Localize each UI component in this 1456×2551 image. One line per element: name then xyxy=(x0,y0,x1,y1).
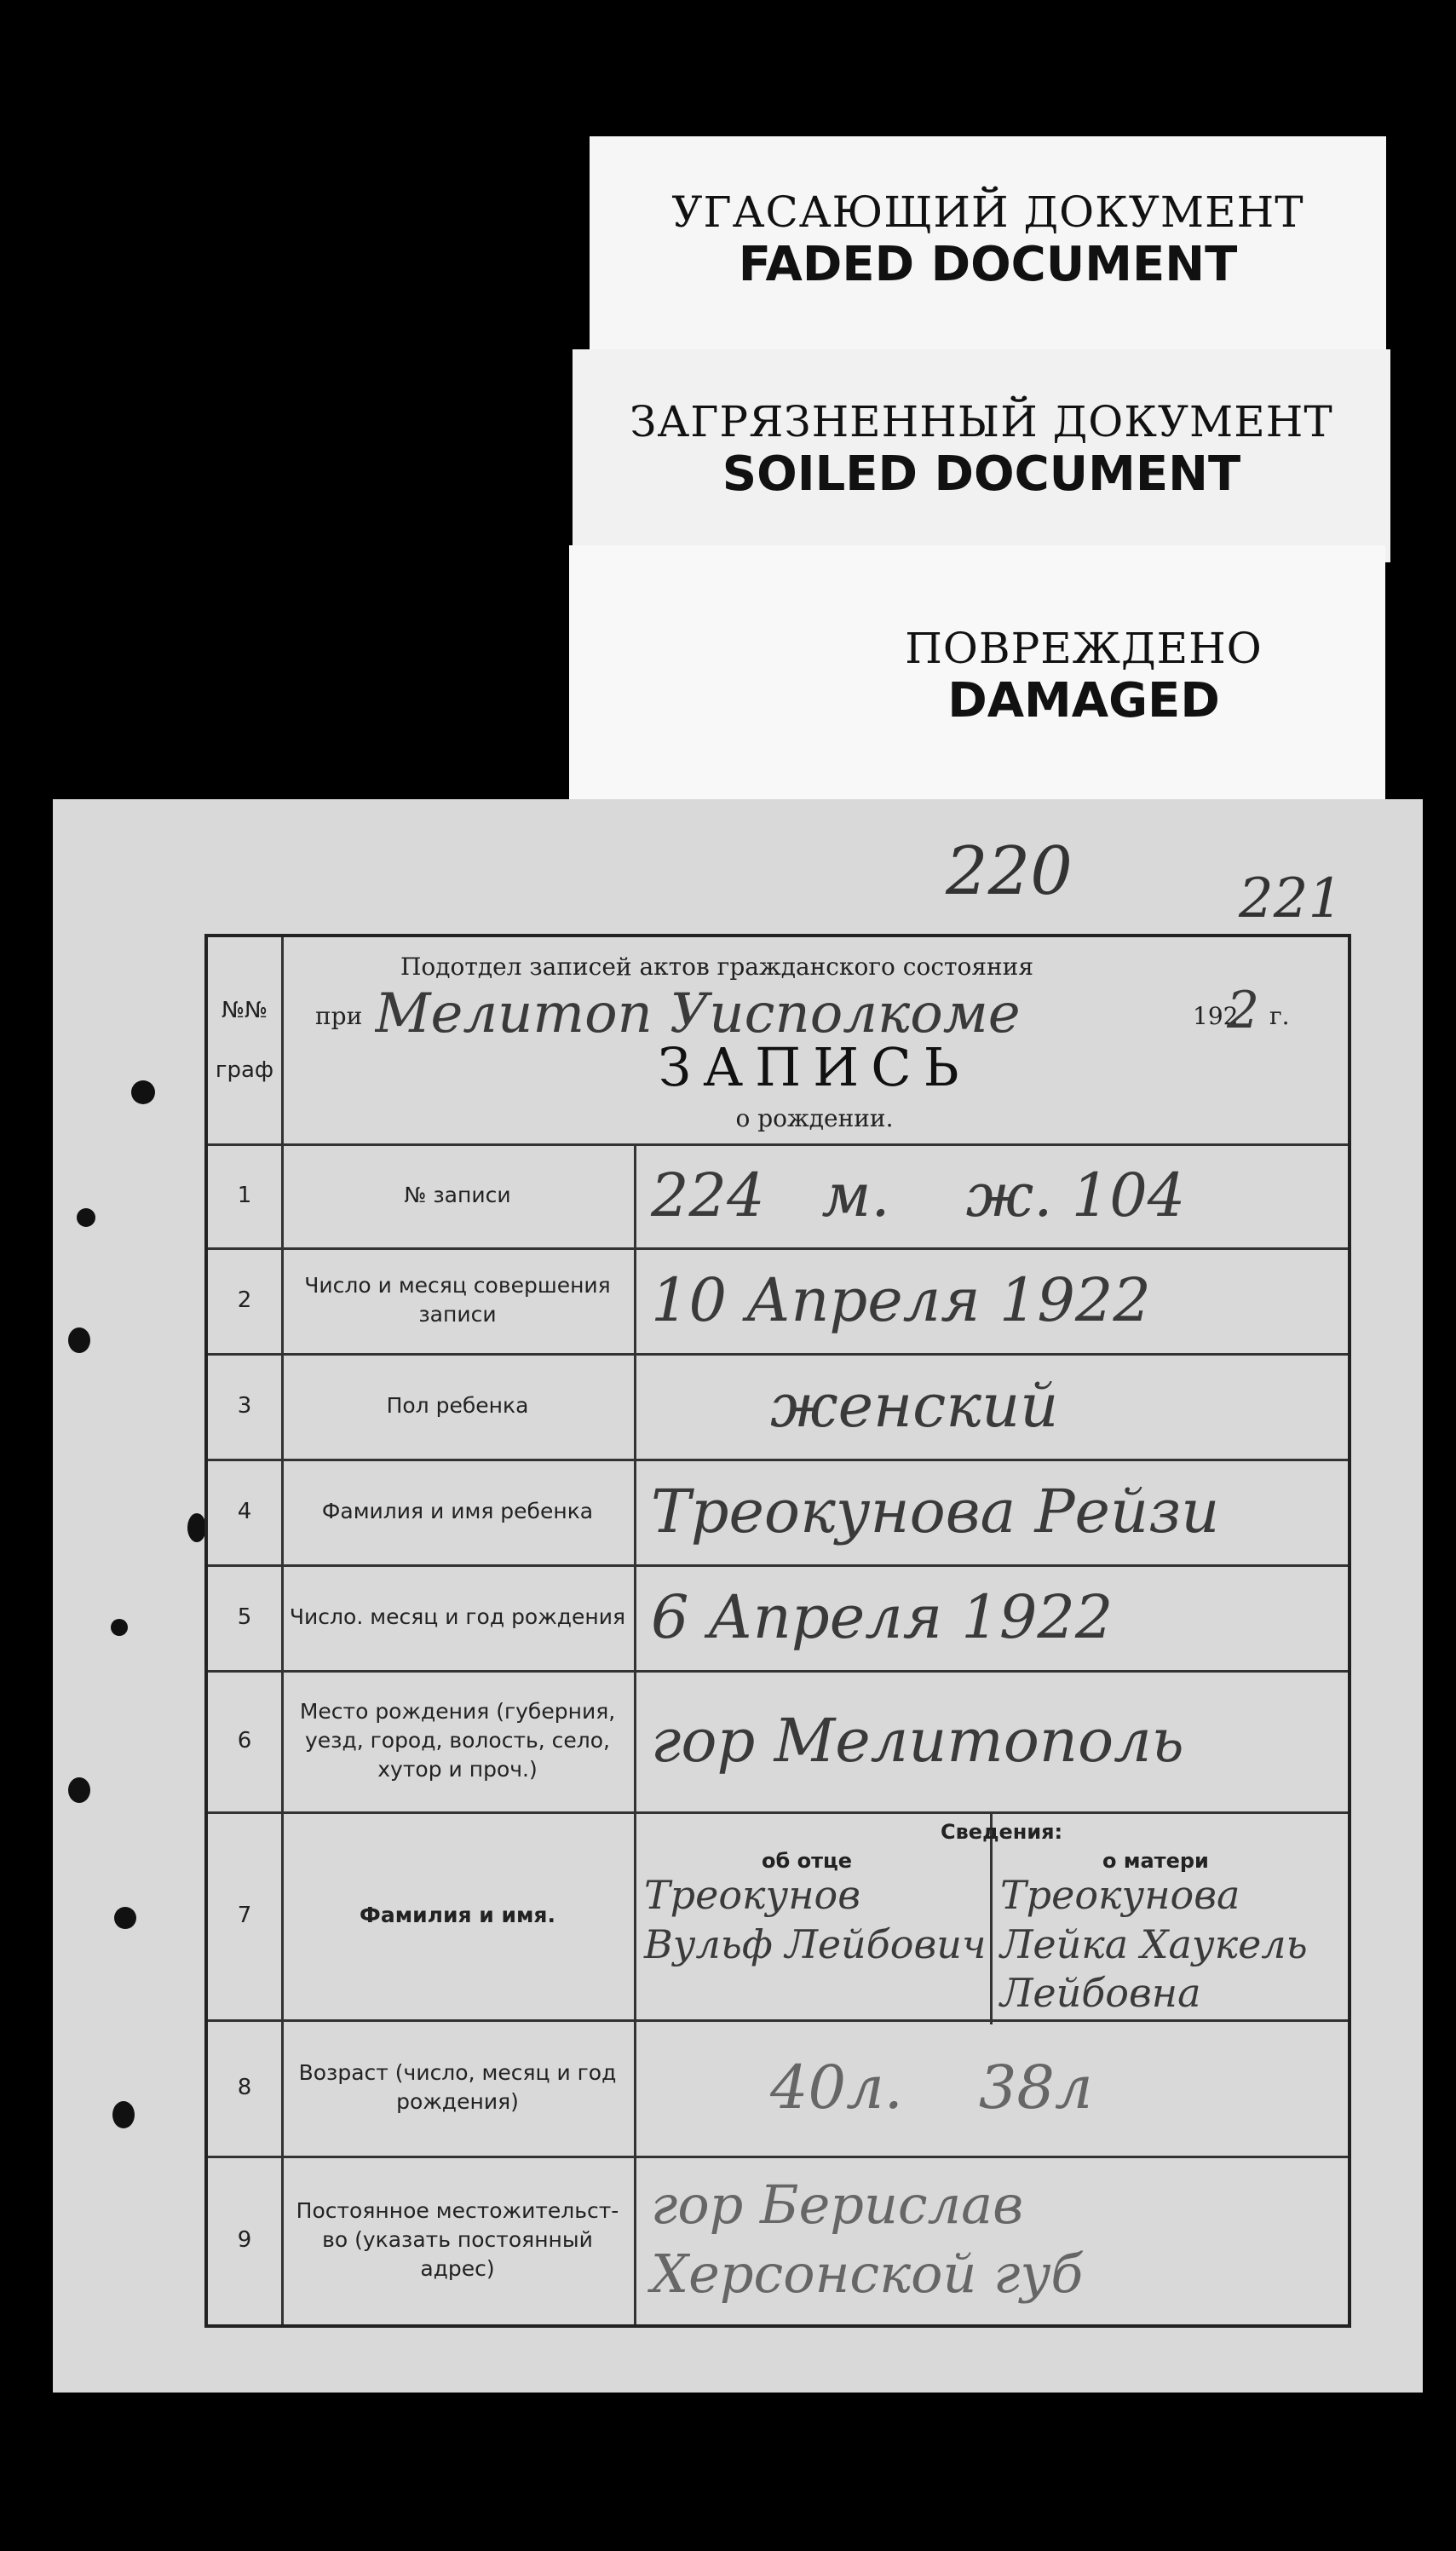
punch-hole xyxy=(68,1777,90,1803)
punch-hole xyxy=(112,2101,135,2128)
record-date-value: 10 Апреля 1922 xyxy=(651,1265,1151,1335)
child-sex-value: женский xyxy=(770,1371,1059,1441)
form-title: ЗАПИСЬ xyxy=(658,1036,971,1098)
punch-hole xyxy=(187,1513,206,1542)
father-name-value: Треокунов Вульф Лейбович xyxy=(644,1872,987,1967)
column-number-header xyxy=(208,937,281,1143)
row-number: 9 xyxy=(237,2227,252,2253)
punch-hole xyxy=(131,1080,155,1104)
pri-label: при xyxy=(315,1002,363,1030)
residence-value: гор Берислав Херсонской губ xyxy=(651,2174,1084,2305)
row-number: 6 xyxy=(237,1728,252,1753)
row-number: 7 xyxy=(237,1903,252,1928)
punch-hole xyxy=(68,1327,90,1353)
archive-number-right: 221 xyxy=(1239,867,1344,930)
row-label-age: Возраст (число, месяц и год рождения) xyxy=(298,2060,617,2114)
row-label-birth-date: Число. месяц и год рождения xyxy=(289,1604,626,1630)
soiled-label-en: SOILED DOCUMENT xyxy=(722,446,1241,502)
faded-label-ru: УГАСАЮЩИЙ ДОКУМЕНТ xyxy=(671,187,1304,237)
form-header xyxy=(281,937,1348,1143)
row-label-residence: Постоянное местожительство (указать постоянный адрес) xyxy=(296,2198,619,2281)
punch-hole xyxy=(111,1619,128,1636)
damaged-slip xyxy=(569,545,1385,801)
row-number: 3 xyxy=(237,1393,252,1419)
faded-document-slip xyxy=(590,136,1386,349)
birth-record-card xyxy=(53,799,1423,2393)
soiled-document-slip xyxy=(573,349,1390,562)
birth-place-value: гор Мелитополь xyxy=(651,1706,1184,1776)
record-number-value: 224 м. ж. 104 xyxy=(651,1160,1186,1230)
subdept-title: Подотдел записей актов гражданского состояния xyxy=(400,953,1033,981)
year-handwritten: 2 xyxy=(1227,981,1260,1040)
child-name-value: Треокунова Рейзи xyxy=(651,1477,1220,1546)
row-label-record-date: Число и месяц совершения записи xyxy=(304,1273,611,1327)
row-number: 2 xyxy=(237,1287,252,1313)
punch-hole xyxy=(77,1208,95,1227)
year-prefix: 192 xyxy=(1193,1002,1239,1030)
row-number: 5 xyxy=(237,1604,252,1630)
row-number: 8 xyxy=(237,2075,252,2100)
year-suffix: г. xyxy=(1269,1002,1290,1030)
form-subtitle: о рождении. xyxy=(735,1104,894,1132)
column-graph-label: граф xyxy=(215,1057,274,1083)
row-label-birth-place: Место рождения (губерния, уезд, город, волость, село, хутор и проч.) xyxy=(299,1699,616,1782)
row-label-parents-name: Фамилия и имя. xyxy=(360,1903,555,1928)
svedeniya-header: Сведения: xyxy=(941,1820,1063,1844)
mother-column-header: о матери xyxy=(1102,1849,1209,1873)
row-label-sex: Пол ребенка xyxy=(386,1393,529,1419)
mother-name-value: Треокунова Лейка Хаукель Лейбовна xyxy=(1000,1872,1308,2016)
row-label-record-no: № записи xyxy=(404,1183,511,1208)
row-number: 4 xyxy=(237,1499,252,1524)
damaged-label-en: DAMAGED xyxy=(947,673,1220,728)
birth-date-value: 6 Апреля 1922 xyxy=(651,1582,1114,1652)
faded-label-en: FADED DOCUMENT xyxy=(738,237,1238,292)
pri-handwritten-institution: Мелитоп Уисполкоме xyxy=(375,982,1021,1045)
punch-hole xyxy=(114,1907,136,1929)
column-number-label: №№ xyxy=(221,998,268,1023)
record-form xyxy=(204,934,1351,2328)
soiled-label-ru: ЗАГРЯЗНЕННЫЙ ДОКУМЕНТ xyxy=(630,397,1333,446)
row-number: 1 xyxy=(237,1183,252,1208)
damaged-label-ru: ПОВРЕЖДЕНО xyxy=(905,624,1263,673)
archive-number-left: 220 xyxy=(946,833,1073,910)
father-column-header: об отце xyxy=(762,1849,853,1873)
row-label-child-name: Фамилия и имя ребенка xyxy=(321,1499,594,1524)
parents-age-value: 40л. 38л xyxy=(770,2053,1093,2122)
